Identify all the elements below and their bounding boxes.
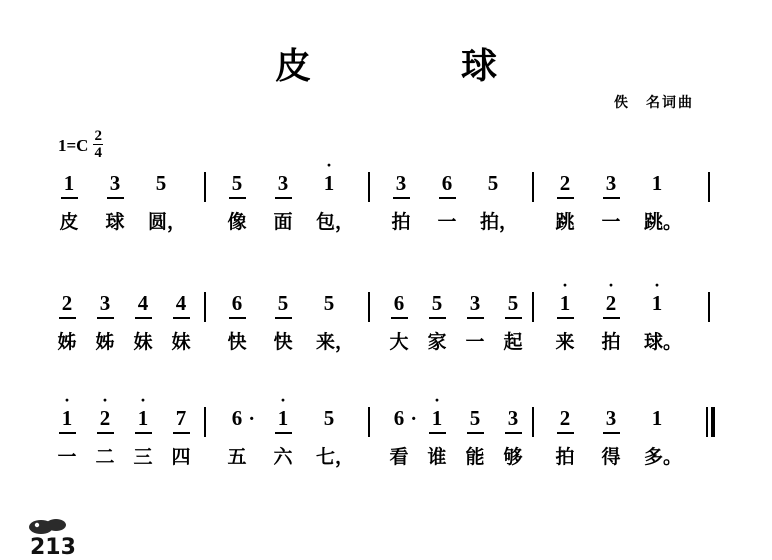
beam-underline [603, 197, 620, 199]
note-row [44, 275, 734, 330]
octave-dot-icon: · [101, 390, 108, 410]
lyric-syllable: 起 [503, 331, 523, 353]
lyric-syllable: 二 [95, 446, 115, 468]
beam-underline [275, 197, 292, 199]
lyric-syllable: 妹 [171, 331, 191, 353]
note: 2 · [94, 405, 116, 431]
note-row [44, 155, 734, 210]
note: 3 [109, 171, 121, 195]
note: 1 [63, 171, 75, 195]
beam-underline [107, 197, 124, 199]
note: 1 · [554, 290, 576, 316]
lyric-syllable: 快 [273, 331, 293, 353]
augmentation-dot-icon: · [410, 408, 417, 430]
lyric-syllable: 像 [227, 211, 247, 233]
note: 6 · [393, 406, 417, 430]
lyric-syllable: 妹 [133, 331, 153, 353]
beam-underline [505, 432, 522, 434]
composer-credit: 佚 名词曲 [614, 95, 694, 111]
key-tonic: 1=C [58, 136, 89, 155]
beam-underline [439, 197, 456, 199]
beam-underline [429, 317, 446, 319]
page-number: 213 [30, 535, 76, 560]
beam-underline [467, 432, 484, 434]
beam-underline [229, 197, 246, 199]
beam-underline [229, 317, 246, 319]
beam-underline [393, 197, 410, 199]
note: 1 · [132, 405, 154, 431]
octave-dot-icon: · [63, 390, 70, 410]
note: 6 [393, 291, 405, 315]
note: 3 [605, 171, 617, 195]
note: 3 [469, 291, 481, 315]
lyric-syllable: 三 [133, 446, 153, 468]
note: 1 · [646, 290, 668, 316]
key-signature [58, 130, 103, 162]
octave-dot-icon: · [607, 275, 614, 295]
lyric-syllable: 姊 [57, 331, 77, 353]
lyric-syllable: 跳。 [644, 211, 683, 233]
notation-system [44, 155, 734, 240]
note: 5 [323, 406, 335, 430]
beam-underline [429, 432, 446, 434]
lyric-syllable: 来 [555, 331, 575, 353]
lyric-syllable: 面 [273, 211, 293, 233]
barline [532, 292, 534, 322]
note: 1 [651, 171, 663, 195]
note: 1 · [56, 405, 78, 431]
lyric-syllable: 多。 [644, 446, 683, 468]
beam-underline [135, 317, 152, 319]
octave-dot-icon: · [325, 155, 332, 175]
lyric-syllable: 拍 [555, 446, 575, 468]
barline [204, 407, 206, 437]
beam-underline [275, 317, 292, 319]
beam-underline [603, 317, 620, 319]
note: 2 · [600, 290, 622, 316]
note: 6 [441, 171, 453, 195]
note: 1 · [426, 405, 448, 431]
barline [204, 292, 206, 322]
octave-dot-icon: · [561, 275, 568, 295]
note: 5 [231, 171, 243, 195]
lyric-syllable: 谁 [427, 446, 447, 468]
note: 3 [99, 291, 111, 315]
lyric-row [44, 445, 734, 475]
beam-underline [173, 317, 190, 319]
note: 3 [277, 171, 289, 195]
note: 5 [323, 291, 335, 315]
lyric-syllable: 皮 [59, 211, 79, 233]
final-barline [706, 407, 715, 437]
lyric-row [44, 210, 734, 240]
note: 5 [507, 291, 519, 315]
barline [708, 292, 710, 322]
octave-dot-icon: · [139, 390, 146, 410]
lyric-syllable: 一 [465, 331, 485, 353]
notation-system [44, 390, 734, 475]
time-signature-denominator: 4 [94, 145, 102, 161]
beam-underline [59, 317, 76, 319]
lyric-syllable: 家 [427, 331, 447, 353]
beam-underline [391, 317, 408, 319]
beam-underline [505, 317, 522, 319]
lyric-syllable: 拍， [480, 211, 519, 233]
note: 1 · [318, 170, 340, 196]
note: 5 [277, 291, 289, 315]
note: 3 [395, 171, 407, 195]
beam-underline [467, 317, 484, 319]
lyric-syllable: 七， [316, 446, 355, 468]
lyric-row [44, 330, 734, 360]
note: 5 [431, 291, 443, 315]
note: 2 [559, 406, 571, 430]
note: 7 [175, 406, 187, 430]
barline [368, 172, 370, 202]
lyric-syllable: 包， [316, 211, 355, 233]
beam-underline [97, 432, 114, 434]
page-title: 皮 球 [274, 46, 523, 87]
lyric-syllable: 五 [227, 446, 247, 468]
notation-system [44, 275, 734, 360]
note: 4 [137, 291, 149, 315]
beam-underline [557, 432, 574, 434]
barline [532, 407, 534, 437]
beam-underline [603, 432, 620, 434]
note: 5 [469, 406, 481, 430]
note: 5 [155, 171, 167, 195]
lyric-syllable: 球 [105, 211, 125, 233]
barline [204, 172, 206, 202]
lyric-syllable: 跳 [555, 211, 575, 233]
note: 5 [487, 171, 499, 195]
lyric-syllable: 圆， [148, 211, 187, 233]
beam-underline [135, 432, 152, 434]
note: 2 [61, 291, 73, 315]
note: 3 [605, 406, 617, 430]
note: 3 [507, 406, 519, 430]
beam-underline [59, 432, 76, 434]
note: 6 [231, 291, 243, 315]
lyric-syllable: 一 [601, 211, 621, 233]
barline [532, 172, 534, 202]
note: 1 · [272, 405, 294, 431]
lyric-syllable: 球。 [644, 331, 683, 353]
octave-dot-icon: · [433, 390, 440, 410]
lyric-syllable: 得 [601, 446, 621, 468]
time-signature-numerator: 2 [94, 128, 102, 144]
note-row [44, 390, 734, 445]
lyric-syllable: 快 [227, 331, 247, 353]
lyric-syllable: 一 [57, 446, 77, 468]
barline [368, 292, 370, 322]
lyric-syllable: 大 [389, 331, 409, 353]
lyric-syllable: 姊 [95, 331, 115, 353]
lyric-syllable: 四 [171, 446, 191, 468]
barline [368, 407, 370, 437]
note: 2 [559, 171, 571, 195]
beam-underline [173, 432, 190, 434]
augmentation-dot-icon: · [248, 408, 255, 430]
barline [708, 172, 710, 202]
lyric-syllable: 够 [503, 446, 523, 468]
lyric-syllable: 来， [316, 331, 355, 353]
lyric-syllable: 拍 [601, 331, 621, 353]
note: 4 [175, 291, 187, 315]
lyric-syllable: 六 [273, 446, 293, 468]
beam-underline [97, 317, 114, 319]
lyric-syllable: 拍 [391, 211, 411, 233]
beam-underline [275, 432, 292, 434]
beam-underline [557, 197, 574, 199]
lyric-syllable: 一 [437, 211, 457, 233]
note: 1 [651, 406, 663, 430]
lyric-syllable: 能 [465, 446, 485, 468]
lyric-syllable: 看 [389, 446, 409, 468]
time-signature [93, 129, 103, 161]
beam-underline [557, 317, 574, 319]
octave-dot-icon: · [279, 390, 286, 410]
octave-dot-icon: · [653, 275, 660, 295]
beam-underline [61, 197, 78, 199]
note: 6 · [231, 406, 255, 430]
